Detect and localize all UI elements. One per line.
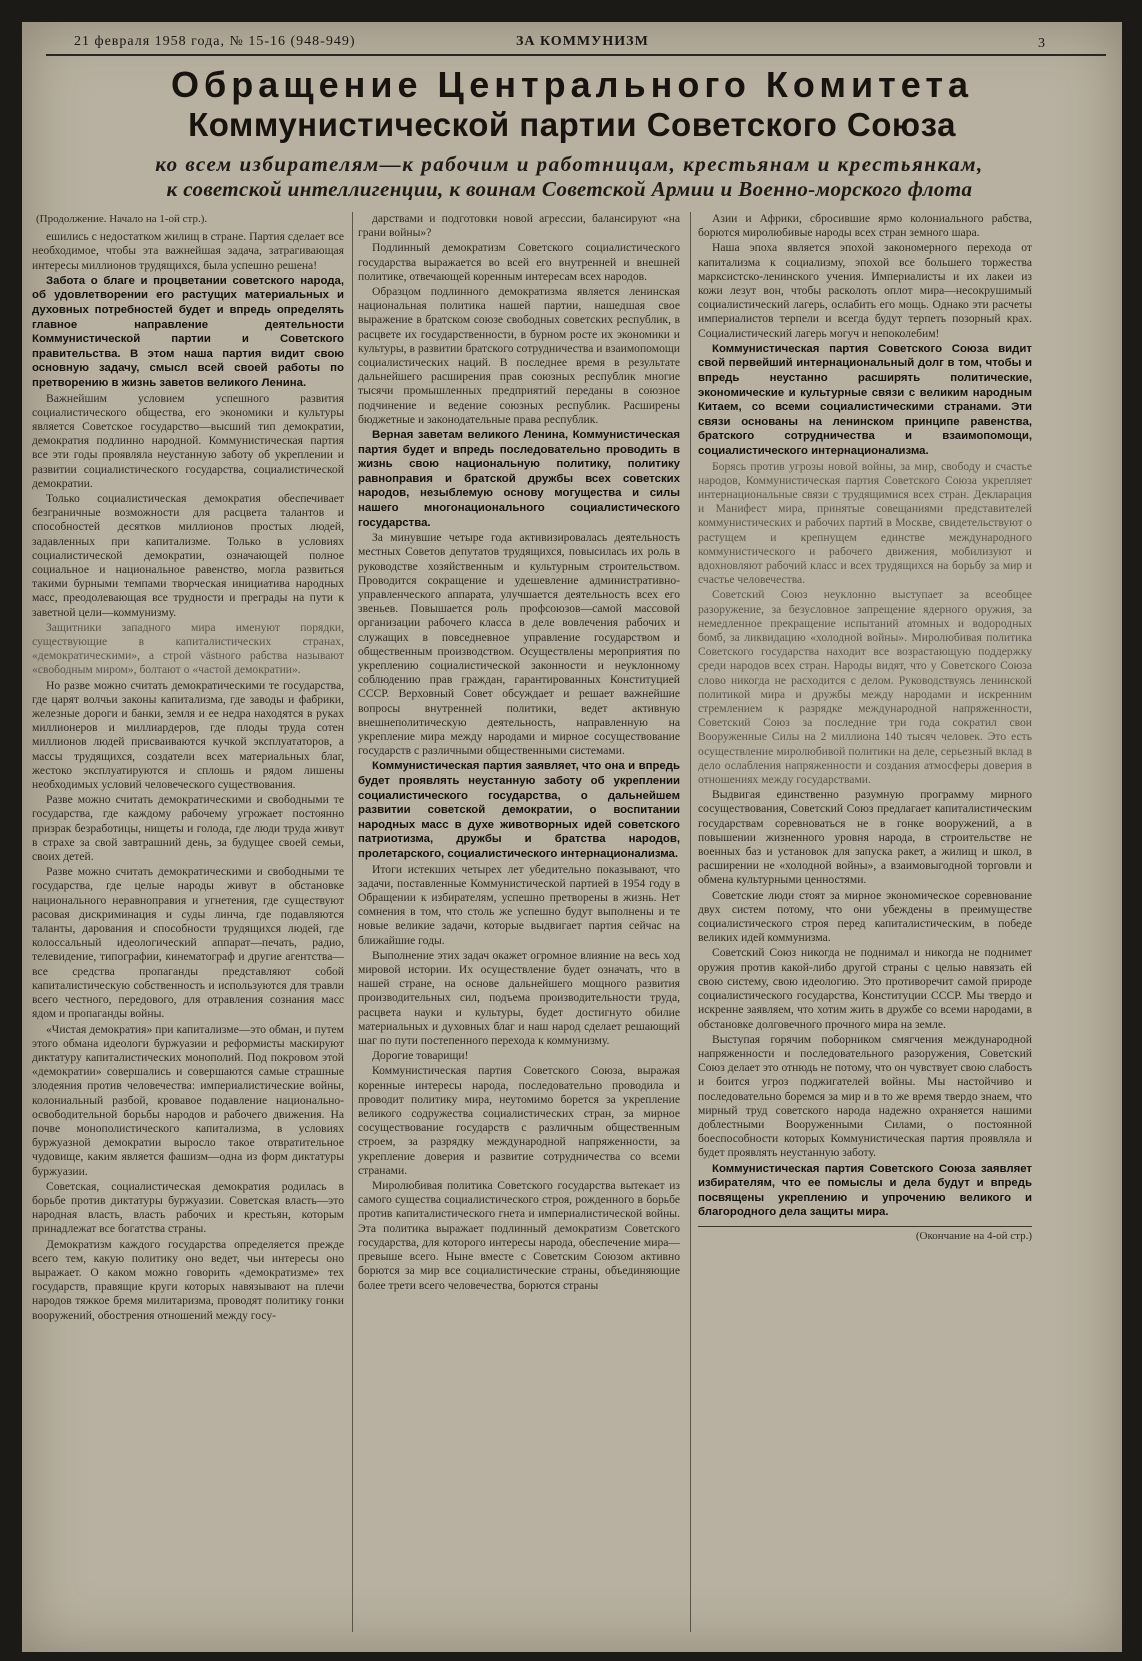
- article-paragraph: Демократизм каждого государства определяется прежде всего тем, какую политику оно ведет, чьи интересы оно выражает. О каком можно говорить «демократизме» тех государств, правящие круги которых навязывают на плечи народов тяжкое бремя милитаризма, проводят политику гонки вооружений, обострения отношений между госу-: [32, 1237, 344, 1322]
- article-paragraph: Советский Союз неуклонно выступает за всеобщее разоружение, за безусловное запрещение ядерного оружия, за немедленное прекращение испытаний атомных и водородных бомб, за ликвидацию «холодной войны». Миролюбивая политика Советского государства находит все возрастающую поддержку среди народов всех стран. Народы видят, что у Советского Союза слово никогда не расходится с делом. Руководствуясь ленинской политикой мира и дружбы между народами и искренним стремлением к разрядке международной напряженности, Советский Союз за последние три года сократил свои Вооруженные Силы на 2 миллиона 140 тысяч человек. Это есть осуществление миролюбивой политики на деле, серьезный вклад в дело ослабления напряженности и создания атмосферы доверия в отношениях между государствами.: [698, 588, 1032, 787]
- article-paragraph: Итоги истекших четырех лет убедительно показывают, что задачи, поставленные Коммунистической партией в 1954 году в Обращении к избирателям, успешно претворены в жизнь. Нет сомнения в том, что столь же успешно будут выполнены и те новые великие задачи, которые выдвигает партия сейчас на ближайшие годы.: [358, 862, 680, 947]
- article-paragraph: Верная заветам великого Ленина, Коммунистическая партия будет и впредь последовательно проводить в жизнь свою национальную политику, политику равноправия и братской дружбы всех советских народов, незыблемую основу могущества и силы нашего многонационального социалистического государства.: [358, 429, 680, 529]
- article-column-1: [32, 212, 344, 1642]
- column-divider: [690, 212, 691, 1632]
- article-paragraph: Советские люди стоят за мирное экономическое соревнование двух систем потому, что они убеждены в преимуществе социалистического строя перед капиталистическим, в победе великих идей коммунизма.: [698, 888, 1032, 945]
- article-paragraph: Защитники западного мира именуют порядки, существующие в капиталистических странах, «демократическими», а строй västного рабства называют «свободным миром», болтают о «частой демократии».: [32, 620, 344, 677]
- article-paragraph: Разве можно считать демократическими и свободными те государства, где целые народы живут в обстановке национального неравноправия и угнетения, где существуют расовая дискриминация и суды линча, где подавляются таланты, дарования и способности трудящихся людей, где колоссальный идеологический аппарат—печать, радио, телевидение, типографии, кинематограф и другие агентства—все средства пропаганды представляют собой капиталистическую собственность и используются для травли всего честного, передового, для отравления сознания масс ядом и пропаганды войны.: [32, 865, 344, 1021]
- article-paragraph: Образцом подлинного демократизма является ленинская национальная политика нашей партии, нашедшая свое выражение в братском союзе свободных советских республик, в расцвете их государственности, в бурном росте их экономики и культуры, в развитии братского сотрудничества и взаимопомощи социалистических наций. В последнее время в результате дальнейшего расширения прав союзных республик многие тысячи промышленных предприятий переданы в союзное подчинение и ведение союзных республик. Расширены бюджетные и законодательные права республик.: [358, 285, 680, 426]
- article-paragraph: Борясь против угрозы новой войны, за мир, свободу и счастье народов, Коммунистическая партия Советского Союза укрепляет интернациональные связи с трудящимися всех стран. Декларация и Манифест мира, принятые совещаниями представителей коммунистических и рабочих партий в Москве, свидетельствуют о растущем и крепнущем единстве международного коммунистического и рабочего движения, мобилизуют и вдохновляют рабочий класс и всех трудящихся на борьбу за мир и счастье человечества.: [698, 459, 1032, 587]
- continuation-end-note: (Окончание на 4-ой стр.): [698, 1226, 1032, 1243]
- paper-name: ЗА КОММУНИЗМ: [516, 34, 649, 49]
- article-paragraph: За минувшие четыре года активизировалась деятельность местных Советов депутатов трудящихся, повысилась их роль в руководстве хозяйственным и культурным строительством. Проводится сокращение и удешевление административно-управленческого аппарата, улучшается деятельность всех его звеньев. Повышается роль профсоюзов—самой массовой организации рабочего класса в деле вовлечения рабочих и служащих в повседневное управление государством и общественным производством. Осуществлены мероприятия по укреплению социалистической законности и неуклонному соблюдению прав граждан, гарантированных Конституцией СССР. Верховный Совет обсуждает и решает важнейшие вопросы внутренней политики, ведет активную внешнеполитическую деятельность, направленную на укрепление мира между народами и мирное сосуществование государств с различными общественными системами.: [358, 531, 680, 758]
- article-paragraph: Коммунистическая партия Советского Союза видит свой первейший интернациональный долг в том, чтобы и впредь неустанно расширять политические, экономические и культурные связи с великим народным Китаем, со всеми социалистическими странами. Эти связи основаны на ленинском принципе равенства, братского сотрудничества и взаимопомощи, социалистического интернационализма.: [698, 342, 1032, 457]
- article-paragraph: дарствами и подготовки новой агрессии, балансируют «на грани войны»?: [358, 212, 680, 240]
- article-paragraph: Но разве можно считать демократическими те государства, где царят волчьи законы капитализма, где заводы и фабрики, железные дороги и банки, земля и ее недра находятся в руках миллионеров и миллиардеров, где плоды труда сотен миллионов людей присваиваются кучкой эксплуататоров, а массы трудящихся, создатели всех материальных благ, жестоко эксплуатируются и сплошь и рядом лишены необходимых условий человеческого существования.: [32, 678, 344, 792]
- article-paragraph: Советский Союз никогда не поднимал и никогда не поднимет оружия против какой-либо другой страны с целью навязать ей свою систему, свою идеологию. Это противоречит самой природе социалистического государства, Конституции СССР. Мы твердо и искренне заявляем, что хотим жить в дружбе со всеми народами, в обстановке долговечного прочного мира на земле.: [698, 946, 1032, 1031]
- article-column-2: [358, 212, 680, 1642]
- article-paragraph: Только социалистическая демократия обеспечивает безграничные возможности для расцвета талантов и способностей десятков миллионов простых людей, задавленных при капитализме. Только в условиях социалистической демократии, означающей полное социальное и национальное равенство, могла развиться такими бурными темпами творческая инициатива народных масс, преодолевающая все трудности и преграды на пути к заветной цели—коммунизму.: [32, 491, 344, 619]
- article-paragraph: Коммунистическая партия Советского Союза заявляет избирателям, что ее помыслы и дела будут и впредь посвящены укреплению и упрочению великого и благородного дела защиты мира.: [698, 1162, 1032, 1219]
- article-paragraph: Выполнение этих задач окажет огромное влияние на весь ход мировой истории. Их осуществление будет означать, что в нашей стране, на основе дальнейшего мощного развития производительных сил, подъема производительности труда, расцвета науки и культуры, будет достигнуто обилие материальных и духовных благ и наш народ сделает решающий шаг по пути постепенного перехода к коммунизму.: [358, 948, 680, 1048]
- newspaper-page: [22, 22, 1122, 1652]
- article-paragraph: Выступая горячим поборником смягчения международной напряженности и последовательного разоружения, Советский Союз делает это отнюдь не потому, что он чувствует свою слабость и боится угроз поджигателей войны. Мы настойчиво и последовательно боремся за мир и в то же время твердо знаем, что мирный труд советского народа надежно охраняется нашими доблестными Вооруженными Силами, о постоянной боеспособности которых Коммунистическая партия проявляла и будет проявлять неустанную заботу.: [698, 1032, 1032, 1160]
- article-paragraph: Разве можно считать демократическими и свободными те государства, где каждому рабочему угрожает постоянно призрак безработицы, нищеты и голода, где люди труда живут в страхе за свой завтрашний день, за будущее своей семьи, своих детей.: [32, 793, 344, 864]
- column-divider: [352, 212, 353, 1632]
- article-paragraph: Забота о благе и процветании советского народа, об удовлетворении его растущих материальных и духовных потребностей будет и впредь определять главное направление деятельности Коммунистической партии и Советского правительства. В этом наша партия видит свою основную задачу, смысл всей своей работы по претворению в жизнь заветов великого Ленина.: [32, 274, 344, 389]
- article-paragraph: ешились с недостатком жилищ в стране. Партия сделает все необходимое, чтобы эта важнейшая задача, затрагивающая интересы миллионов трудящихся, была успешно решена!: [32, 230, 344, 272]
- article-paragraph: Дорогие товарищи!: [372, 1049, 469, 1063]
- subtitle-line-1: ко всем избирателям—к рабочим и работницам, крестьянам и крестьянкам,: [155, 152, 984, 176]
- article-paragraph: Миролюбивая политика Советского государства вытекает из самого существа социалистического строя, рожденного в борьбе против капиталистического гнета и империалистической войны. Эта политика выражает подлинный демократизм Советского государства, для которого интересы народа, обеспечение мира—превыше всего. Ныне вместе с Советским Союзом активно борются за мир все социалистические страны, объединяющие более трети всего человечества, борются страны: [358, 1179, 680, 1292]
- article-paragraph: Выдвигая единственно разумную программу мирного сосуществования, Советский Союз предлагает капиталистическим государствам соревноваться не в гонке вооружений, а в повышении жизненного уровня народа, в строительстве не военных баз и установок для запуска ракет, а жилищ и школ, в расширении не «холодной войны», а взаимовыгодной торговли и обмена культурными ценностями.: [698, 788, 1032, 887]
- article-paragraph: Азии и Африки, сбросившие ярмо колониального рабства, борются миролюбивые народы всех стран земного шара.: [698, 212, 1032, 240]
- headline-line-1: Обращение Центрального Комитета: [170, 64, 973, 105]
- article-column-3: [698, 212, 1032, 1642]
- article-paragraph: «Чистая демократия» при капитализме—это обман, и путем этого обмана идеологи буржуазии и реформисты маскируют диктатуру капиталистических монополий. Под покровом этой «демократии» совершались и совершаются самые страшные злодеяния против человечества: империалистические войны, колониальный разбой, кровавое подавление национально-освободительной борьбы народов и рабочего движения. На почве монополистического капитализма, в условиях буржуазной демократии выросло такое отвратительное чудовище, каким является фашизм—одна из форм диктатуры буржуазии.: [32, 1022, 344, 1178]
- subtitle-line-2: к советской интеллигенции, к воинам Советской Армии и Военно-морского флота: [166, 177, 973, 201]
- article-paragraph: Подлинный демократизм Советского социалистического государства выражается во всей его внутренней и внешней политике, отвечающей коренным интересам всех народов.: [358, 241, 680, 283]
- headline-line-2: Коммунистической партии Советского Союза: [188, 106, 956, 143]
- masthead: [46, 28, 1106, 56]
- issue-date: 21 февраля 1958 года, № 15-16 (948-949): [74, 34, 356, 49]
- article-paragraph: Коммунистическая партия Советского Союза, выражая коренные интересы народа, последовательно проводила и проводит политику мира, неутомимо борется за укрепление великого содружества социалистических стран, за мирное сосуществование государств с различным общественным строем, за разрядку международной напряженности, за укрепление доверия и развитие сотрудничества со всеми странами.: [358, 1064, 680, 1177]
- article-paragraph: Наша эпоха является эпохой закономерного перехода от капитализма к социализму, эпохой все большего торжества марксистско-ленинского учения. Империалисты и их лакеи из кожи лезут вон, чтобы расколоть оплот мира—несокрушимый социалистический лагерь, ослабить его мощь. Однако эти расчеты империалистов терпели и всегда будут терпеть позорный крах. Социалистический лагерь могуч и непоколебим!: [698, 241, 1032, 340]
- page-number: 3: [1038, 36, 1046, 51]
- article-paragraph: Важнейшим условием успешного развития социалистического общества, его экономики и культуры является Советское государство—высший тип демократии, демократия подлинно народной. Коммунистическая партия все эти годы проявляла неустанную заботу об укреплении и развитии социалистического государства, социалистической демократии.: [32, 391, 344, 490]
- article-paragraph: Советская, социалистическая демократия родилась в борьбе против диктатуры буржуазии. Советская власть—это народная власть, власть рабочих и крестьян, которым принадлежат все богатства страны.: [32, 1179, 344, 1236]
- article-paragraph: Коммунистическая партия заявляет, что она и впредь будет проявлять неустанную заботу об укреплении социалистического государства, о дальнейшем развитии советской демократии, о воспитании народных масс в духе животворных идей советского патриотизма, дружбы и братства народов, пролетарского, социалистического интернационализма.: [358, 760, 680, 861]
- continuation-note: (Продолжение. Начало на 1-ой стр.).: [36, 213, 208, 225]
